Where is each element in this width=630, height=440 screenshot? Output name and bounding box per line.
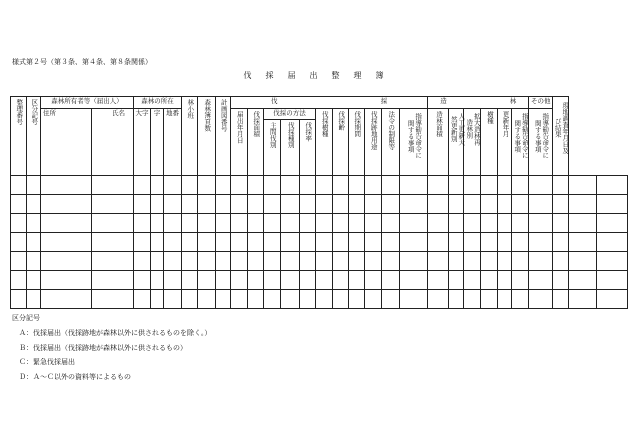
table-cell <box>182 251 198 270</box>
header-forest-subcompartment: 林小班 <box>182 97 198 176</box>
table-cell <box>569 289 597 308</box>
table-cell <box>365 194 382 213</box>
table-cell <box>382 175 400 194</box>
header-oaza: 大字 <box>134 109 151 176</box>
header-felling-group: 伐 採 <box>231 97 428 109</box>
table-row <box>11 289 628 308</box>
table-cell <box>164 175 182 194</box>
table-cell <box>134 251 151 270</box>
table-cell <box>11 251 27 270</box>
table-cell <box>11 270 27 289</box>
table-cell <box>164 289 182 308</box>
table-cell <box>529 289 553 308</box>
table-cell <box>428 194 449 213</box>
table-cell <box>349 213 365 232</box>
table-cell <box>92 194 134 213</box>
table-cell <box>231 232 248 251</box>
header-location-group: 森林の所在 <box>134 97 182 109</box>
note-item-a: Ａ：伐採届出（伐採跡地が森林以外に供されるものを除く。） <box>19 328 212 337</box>
table-cell <box>11 194 27 213</box>
header-address: 住所 <box>41 109 92 176</box>
header-expansion-reforestation: 拡大造林再造林別 <box>464 109 481 176</box>
table-cell <box>41 289 92 308</box>
table-cell <box>529 232 553 251</box>
note-item-c: Ｃ：緊急伐採届出 <box>19 358 75 367</box>
table-cell <box>41 251 92 270</box>
table-cell <box>382 270 400 289</box>
table-cell <box>216 289 231 308</box>
header-legal-restrictions: 法令の制限等 <box>382 109 400 176</box>
table-cell <box>464 213 481 232</box>
table-cell <box>151 270 164 289</box>
table-cell <box>349 289 365 308</box>
table-cell <box>151 251 164 270</box>
table-cell <box>248 251 264 270</box>
table-cell <box>349 194 365 213</box>
table-cell <box>316 251 333 270</box>
table-cell <box>365 289 382 308</box>
table-cell <box>498 213 512 232</box>
header-guidance-felling: 指導勧告命令に関する事項 <box>400 109 428 176</box>
table-cell <box>182 213 198 232</box>
table-row <box>11 232 628 251</box>
table-cell <box>569 194 597 213</box>
table-cell <box>449 194 464 213</box>
table-cell <box>498 289 512 308</box>
table-cell <box>11 175 27 194</box>
table-cell <box>151 213 164 232</box>
table-cell <box>464 251 481 270</box>
table-cell <box>333 270 349 289</box>
table-cell <box>300 232 316 251</box>
table-cell <box>216 232 231 251</box>
table-cell <box>248 213 264 232</box>
header-plan-map-number: 計画図番号 <box>216 97 231 176</box>
table-cell <box>248 232 264 251</box>
table-cell <box>300 251 316 270</box>
table-cell <box>216 213 231 232</box>
header-site-survey: 現地調査年月日及び結果 <box>553 97 569 176</box>
table-cell <box>281 213 300 232</box>
table-cell <box>281 251 300 270</box>
table-row <box>11 213 628 232</box>
table-cell <box>11 232 27 251</box>
table-cell <box>553 232 569 251</box>
table-cell <box>597 213 628 232</box>
table-cell <box>382 232 400 251</box>
table-cell <box>248 175 264 194</box>
table-cell <box>198 194 216 213</box>
table-cell <box>428 251 449 270</box>
table-cell <box>151 232 164 251</box>
table-cell <box>27 251 41 270</box>
table-cell <box>248 194 264 213</box>
table-cell <box>198 289 216 308</box>
table-row <box>11 270 628 289</box>
table-cell <box>400 270 428 289</box>
table-cell <box>569 251 597 270</box>
header-name: 氏名 <box>92 109 134 176</box>
table-cell <box>428 175 449 194</box>
table-cell <box>464 270 481 289</box>
table-cell <box>92 289 134 308</box>
table-cell <box>553 194 569 213</box>
table-cell <box>498 175 512 194</box>
header-main-intermediate: 主間伐別 <box>264 119 281 175</box>
table-cell <box>264 270 281 289</box>
table-cell <box>382 289 400 308</box>
header-owner-group: 森林所有者等（届出人） <box>41 97 134 109</box>
table-cell <box>597 194 628 213</box>
table-cell <box>512 194 529 213</box>
table-cell <box>333 251 349 270</box>
table-cell <box>316 232 333 251</box>
table-cell <box>27 232 41 251</box>
header-felling-period: 伐採期間 <box>349 109 365 176</box>
table-cell <box>11 213 27 232</box>
table-cell <box>498 194 512 213</box>
table-cell <box>553 270 569 289</box>
table-cell <box>512 213 529 232</box>
table-cell <box>428 270 449 289</box>
table-cell <box>264 232 281 251</box>
table-cell <box>512 251 529 270</box>
table-cell <box>27 270 41 289</box>
table-cell <box>164 251 182 270</box>
table-cell <box>264 175 281 194</box>
table-cell <box>134 194 151 213</box>
table-cell <box>349 232 365 251</box>
table-cell <box>449 175 464 194</box>
table-cell <box>597 270 628 289</box>
table-cell <box>198 175 216 194</box>
table-cell <box>553 213 569 232</box>
table-row <box>11 175 628 194</box>
note-item-b: Ｂ：伐採届出（伐採跡地が森林以外に供されるもの） <box>19 343 187 352</box>
table-cell <box>365 232 382 251</box>
table-cell <box>349 251 365 270</box>
table-cell <box>216 194 231 213</box>
header-method-group: 伐採の方法 <box>264 109 316 120</box>
page-title: 伐 採 届 出 整 理 簿 <box>243 71 387 80</box>
table-cell <box>481 251 498 270</box>
table-cell <box>400 232 428 251</box>
table-cell <box>216 175 231 194</box>
table-cell <box>248 289 264 308</box>
felling-register-table <box>10 96 628 309</box>
table-cell <box>464 289 481 308</box>
table-cell <box>216 251 231 270</box>
table-cell <box>553 251 569 270</box>
table-cell <box>498 251 512 270</box>
table-cell <box>529 270 553 289</box>
table-cell <box>182 289 198 308</box>
table-cell <box>449 289 464 308</box>
table-cell <box>597 289 628 308</box>
table-cell <box>92 213 134 232</box>
table-cell <box>481 289 498 308</box>
table-cell <box>365 251 382 270</box>
table-cell <box>512 270 529 289</box>
header-reforest-species: 樹種 <box>481 109 498 176</box>
table-cell <box>41 213 92 232</box>
table-cell <box>248 270 264 289</box>
table-cell <box>134 270 151 289</box>
table-cell <box>382 194 400 213</box>
table-cell <box>151 289 164 308</box>
table-cell <box>264 251 281 270</box>
table-cell <box>264 289 281 308</box>
table-cell <box>449 270 464 289</box>
table-cell <box>216 270 231 289</box>
table-cell <box>553 289 569 308</box>
table-cell <box>264 194 281 213</box>
header-reforestation-area: 造林面積 <box>428 109 449 176</box>
table-cell <box>428 213 449 232</box>
table-cell <box>449 232 464 251</box>
header-aza: 字 <box>151 109 164 176</box>
header-reforestation-group: 造 林 <box>428 97 529 109</box>
table-cell <box>300 289 316 308</box>
form-number: 様式第２号（第３条、第４条、第８条関係） <box>12 58 152 66</box>
table-cell <box>400 194 428 213</box>
table-cell <box>569 270 597 289</box>
header-felling-rate: 伐採率 <box>300 119 316 175</box>
table-cell <box>400 175 428 194</box>
table-cell <box>449 251 464 270</box>
register-data-body <box>11 175 628 308</box>
table-cell <box>231 251 248 270</box>
table-cell <box>231 270 248 289</box>
table-cell <box>529 194 553 213</box>
table-cell <box>400 289 428 308</box>
table-cell <box>365 213 382 232</box>
table-cell <box>316 175 333 194</box>
table-cell <box>92 175 134 194</box>
header-forest-register-page: 森林簿頁数 <box>198 97 216 176</box>
table-cell <box>498 232 512 251</box>
table-cell <box>529 251 553 270</box>
table-cell <box>481 213 498 232</box>
table-cell <box>164 194 182 213</box>
table-cell <box>41 232 92 251</box>
table-cell <box>529 175 553 194</box>
table-cell <box>300 175 316 194</box>
table-cell <box>134 289 151 308</box>
table-cell <box>41 270 92 289</box>
header-renewal-date: 更新年月 <box>498 109 512 176</box>
table-cell <box>428 289 449 308</box>
table-cell <box>164 232 182 251</box>
table-cell <box>198 270 216 289</box>
table-cell <box>182 175 198 194</box>
table-cell <box>597 251 628 270</box>
table-cell <box>182 270 198 289</box>
table-cell <box>41 194 92 213</box>
table-cell <box>481 270 498 289</box>
table-cell <box>92 251 134 270</box>
header-guidance-other: 指導勧告命令に関する事項 <box>529 109 553 176</box>
table-cell <box>481 175 498 194</box>
table-cell <box>382 213 400 232</box>
table-cell <box>316 194 333 213</box>
table-row <box>11 194 628 213</box>
table-cell <box>481 232 498 251</box>
header-felling-type: 伐採種別 <box>281 119 300 175</box>
table-cell <box>316 213 333 232</box>
category-code-notes <box>12 311 211 385</box>
header-guidance-reforestation: 指導勧告命令に関する事項 <box>512 109 529 176</box>
table-cell <box>512 175 529 194</box>
table-cell <box>365 270 382 289</box>
table-cell <box>349 175 365 194</box>
table-cell <box>512 289 529 308</box>
header-lot-number: 地番 <box>164 109 182 176</box>
table-cell <box>365 175 382 194</box>
table-cell <box>182 194 198 213</box>
table-cell <box>281 194 300 213</box>
table-cell <box>151 194 164 213</box>
table-cell <box>597 232 628 251</box>
table-cell <box>92 270 134 289</box>
table-cell <box>164 270 182 289</box>
table-cell <box>464 194 481 213</box>
header-tree-species: 伐採樹種 <box>316 109 333 176</box>
table-cell <box>512 232 529 251</box>
table-cell <box>11 289 27 308</box>
table-cell <box>164 213 182 232</box>
table-cell <box>569 175 597 194</box>
table-cell <box>400 251 428 270</box>
header-felling-area: 伐採面積 <box>248 109 264 176</box>
table-cell <box>449 213 464 232</box>
table-cell <box>27 213 41 232</box>
header-natural-artificial: 人工更新天然更新別 <box>449 109 464 176</box>
table-cell <box>300 213 316 232</box>
table-cell <box>464 232 481 251</box>
table-cell <box>569 232 597 251</box>
table-cell <box>27 289 41 308</box>
table-cell <box>92 232 134 251</box>
table-cell <box>281 232 300 251</box>
table-cell <box>198 232 216 251</box>
table-cell <box>151 175 164 194</box>
table-cell <box>231 175 248 194</box>
table-cell <box>300 194 316 213</box>
table-cell <box>553 175 569 194</box>
table-cell <box>41 175 92 194</box>
table-cell <box>281 270 300 289</box>
table-cell <box>333 289 349 308</box>
table-cell <box>231 213 248 232</box>
table-cell <box>134 175 151 194</box>
table-cell <box>27 194 41 213</box>
table-cell <box>349 270 365 289</box>
table-cell <box>428 232 449 251</box>
notes-heading: 区分記号 <box>12 314 40 322</box>
table-cell <box>281 175 300 194</box>
table-cell <box>333 175 349 194</box>
table-cell <box>597 175 628 194</box>
header-post-felling-use: 伐採跡地用途 <box>365 109 382 176</box>
table-cell <box>464 175 481 194</box>
table-cell <box>333 232 349 251</box>
table-cell <box>281 289 300 308</box>
header-other-group: その他 <box>529 97 553 109</box>
table-cell <box>498 270 512 289</box>
header-notification-date: 届出年月日 <box>231 109 248 176</box>
table-cell <box>134 232 151 251</box>
note-item-d: Ｄ：Ａ〜Ｃ以外の資料等によるもの <box>19 373 131 382</box>
table-cell <box>529 213 553 232</box>
table-cell <box>333 194 349 213</box>
table-cell <box>400 213 428 232</box>
table-cell <box>264 213 281 232</box>
table-cell <box>382 251 400 270</box>
table-cell <box>27 175 41 194</box>
header-tree-age: 伐採齢 <box>333 109 349 176</box>
table-cell <box>198 251 216 270</box>
table-cell <box>316 270 333 289</box>
table-cell <box>231 289 248 308</box>
table-cell <box>316 289 333 308</box>
header-registration-number: 整理番号 <box>11 97 27 176</box>
table-cell <box>134 213 151 232</box>
table-cell <box>198 213 216 232</box>
table-cell <box>182 232 198 251</box>
table-cell <box>333 213 349 232</box>
table-cell <box>300 270 316 289</box>
table-row <box>11 251 628 270</box>
table-cell <box>481 194 498 213</box>
header-category-code: 区分記号 <box>27 97 41 176</box>
table-cell <box>569 213 597 232</box>
table-cell <box>231 194 248 213</box>
